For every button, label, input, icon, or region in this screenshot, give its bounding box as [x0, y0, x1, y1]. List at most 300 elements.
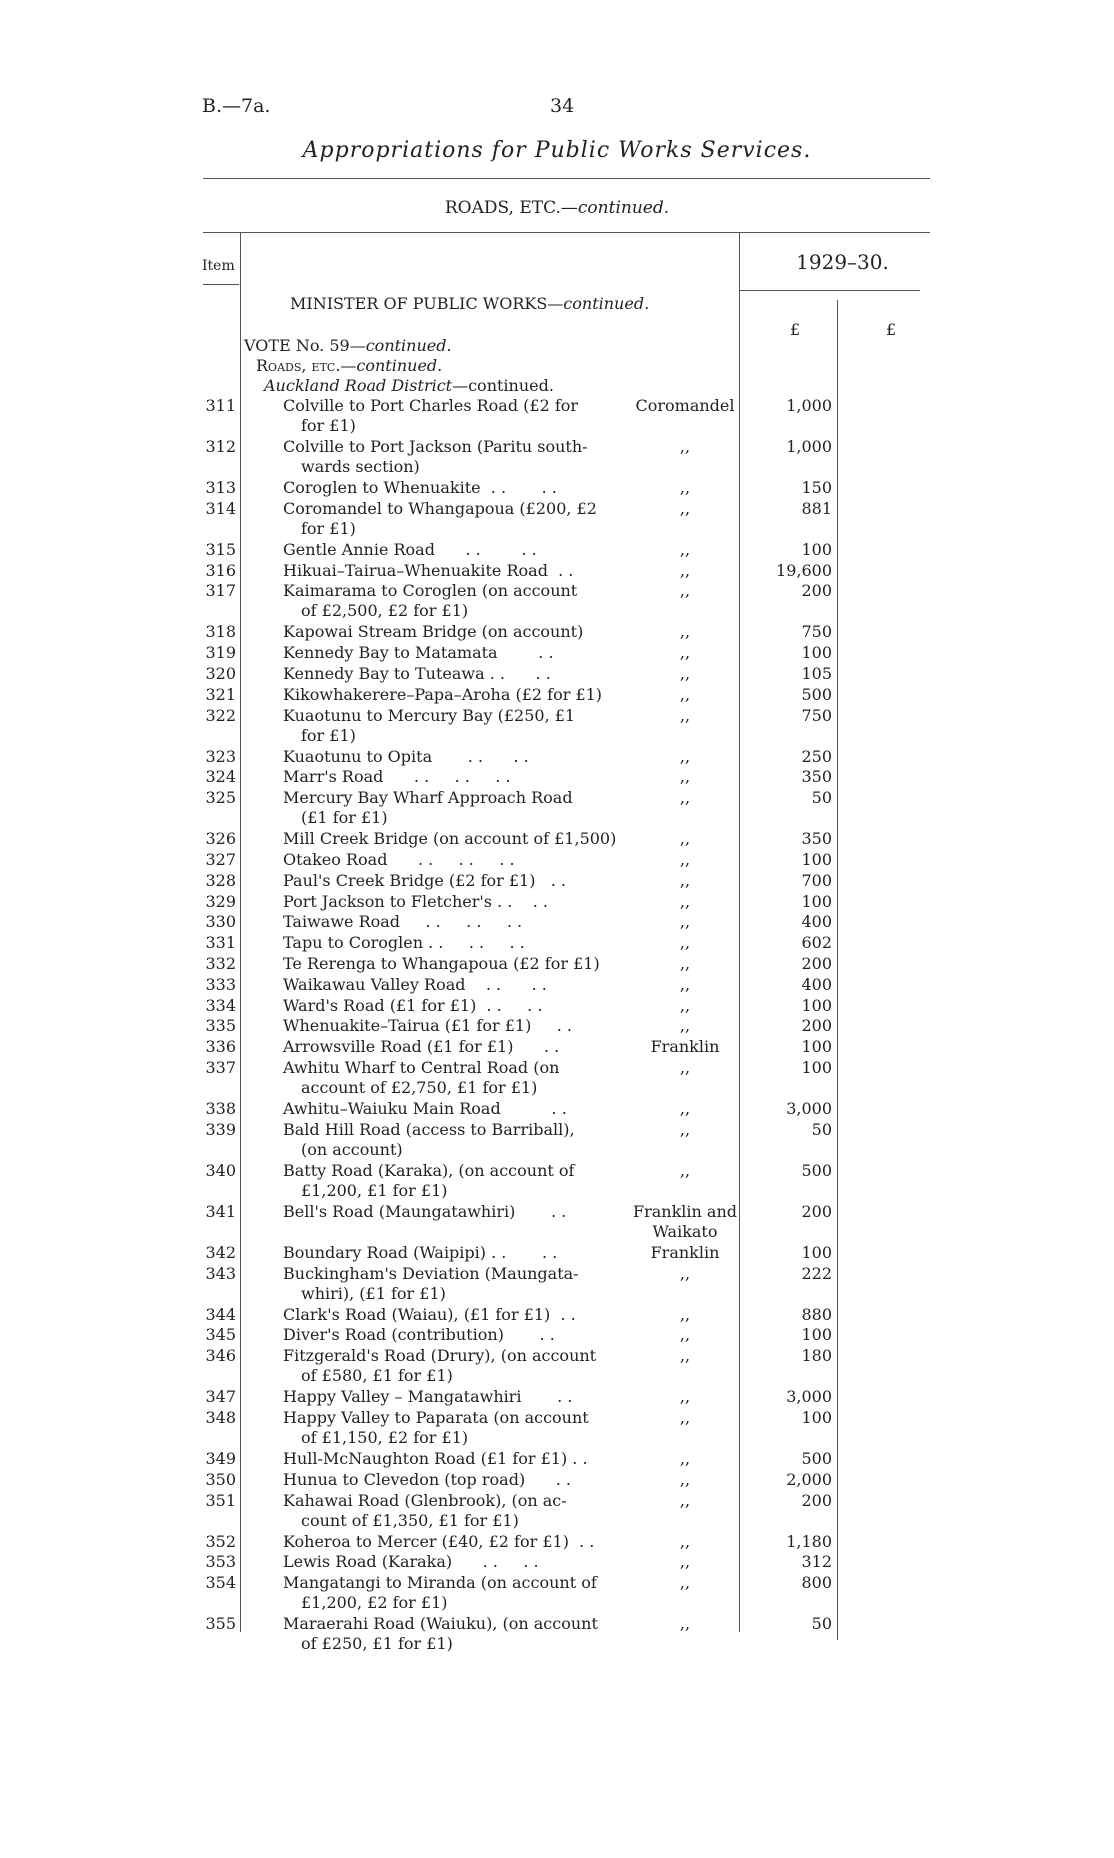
- amount: 200: [801, 1491, 832, 1510]
- item-description: [283, 1552, 603, 1572]
- vote-suffix: —continued.: [349, 336, 452, 355]
- doc-reference: B.—7a.: [202, 95, 271, 117]
- district-line-1: ,,: [679, 1099, 691, 1118]
- description-line-1: Batty Road (Karaka), (on account of: [283, 1161, 575, 1180]
- item-description: [283, 871, 603, 891]
- amount: 750: [801, 622, 832, 641]
- amount: 100: [801, 892, 832, 911]
- electoral-district: [615, 706, 755, 726]
- item-column-header: Item: [202, 258, 235, 274]
- description-line-1: Kennedy Bay to Matamata . .: [283, 643, 554, 662]
- amount: 100: [801, 1243, 832, 1262]
- minister-suffix: —continued.: [547, 294, 650, 313]
- electoral-district: [615, 1264, 755, 1284]
- description-line-1: Otakeo Road . . . . . .: [283, 850, 515, 869]
- district-line-1: ,,: [679, 643, 691, 662]
- year-header-rule: [740, 290, 920, 291]
- district-line-1: ,,: [679, 912, 691, 931]
- description-line-2: of £250, £1 for £1): [301, 1634, 453, 1653]
- district-line-1: ,,: [679, 1346, 691, 1365]
- item-description: [283, 1243, 603, 1263]
- item-number: 347: [205, 1387, 236, 1406]
- item-description: [283, 1470, 603, 1490]
- item-description: [283, 996, 603, 1016]
- amount: 100: [801, 1408, 832, 1427]
- description-line-1: Arrowsville Road (£1 for £1) . .: [283, 1037, 560, 1056]
- electoral-district: [615, 581, 755, 601]
- section-suffix: —continued.: [560, 198, 670, 218]
- description-line-2: £1,200, £2 for £1): [301, 1593, 448, 1612]
- description-line-2: for £1): [301, 519, 356, 538]
- item-number: 345: [205, 1325, 236, 1344]
- electoral-district: [615, 396, 755, 416]
- description-line-1: Awhitu Wharf to Central Road (on: [283, 1058, 560, 1077]
- description-line-1: Whenuakite–Tairua (£1 for £1) . .: [283, 1016, 573, 1035]
- description-line-1: Colville to Port Charles Road (£2 for: [283, 396, 579, 415]
- item-description: [283, 1037, 603, 1057]
- description-line-1: Te Rerenga to Whangapoua (£2 for £1): [283, 954, 600, 973]
- amount: 1,000: [786, 396, 832, 415]
- title-divider: [203, 178, 930, 179]
- description-line-1: Coromandel to Whangapoua (£200, £2: [283, 499, 597, 518]
- amount: 350: [801, 829, 832, 848]
- electoral-district: [615, 1532, 755, 1552]
- electoral-district: [615, 996, 755, 1016]
- amount: 200: [801, 1202, 832, 1221]
- description-line-1: Buckingham's Deviation (Maungata-: [283, 1264, 579, 1283]
- district-line-1: ,,: [679, 706, 691, 725]
- district-line-1: Coromandel: [635, 396, 735, 415]
- item-number: 323: [205, 747, 236, 766]
- item-number: 324: [205, 767, 236, 786]
- description-line-1: Happy Valley to Paparata (on account: [283, 1408, 589, 1427]
- district-name: Auckland Road District: [264, 376, 453, 395]
- amount-column-rule: [837, 300, 838, 1640]
- item-number: 332: [205, 954, 236, 973]
- item-column-rule: [240, 232, 241, 1632]
- description-line-1: Happy Valley – Mangatawhiri . .: [283, 1387, 573, 1406]
- amount: 750: [801, 706, 832, 725]
- item-number: 325: [205, 788, 236, 807]
- district-line-1: ,,: [679, 954, 691, 973]
- item-description: [283, 643, 603, 663]
- electoral-district: [615, 1099, 755, 1119]
- district-line-1: Franklin: [650, 1037, 720, 1056]
- electoral-district: [615, 499, 755, 519]
- electoral-district: [615, 1325, 755, 1345]
- district-line-1: ,,: [679, 1552, 691, 1571]
- amount: 3,000: [786, 1099, 832, 1118]
- electoral-district: [615, 871, 755, 891]
- district-line-1: ,,: [679, 1016, 691, 1035]
- item-number: 342: [205, 1243, 236, 1262]
- currency-symbol-1: £: [790, 320, 801, 339]
- electoral-district: [615, 788, 755, 808]
- description-line-1: Lewis Road (Karaka) . . . .: [283, 1552, 539, 1571]
- electoral-district: [615, 892, 755, 912]
- description-line-2: of £580, £1 for £1): [301, 1366, 453, 1385]
- item-description: [283, 664, 603, 684]
- district-line-1: ,,: [679, 561, 691, 580]
- item-description: [283, 396, 603, 436]
- item-number: 350: [205, 1470, 236, 1489]
- item-number: 330: [205, 912, 236, 931]
- description-line-1: Bell's Road (Maungatawhiri) . .: [283, 1202, 567, 1221]
- district-line-1: ,,: [679, 1387, 691, 1406]
- amount: 500: [801, 1161, 832, 1180]
- description-line-2: £1,200, £1 for £1): [301, 1181, 448, 1200]
- item-number: 321: [205, 685, 236, 704]
- item-description: [283, 767, 603, 787]
- description-line-1: Waikawau Valley Road . . . .: [283, 975, 547, 994]
- item-description: [283, 1573, 603, 1613]
- item-number: 331: [205, 933, 236, 952]
- district-line-1: ,,: [679, 933, 691, 952]
- item-number: 351: [205, 1491, 236, 1510]
- electoral-district: [615, 643, 755, 663]
- district-suffix: —continued.: [452, 376, 554, 395]
- item-description: [283, 1408, 603, 1448]
- amount: 50: [811, 788, 832, 807]
- table-top-rule: [203, 232, 930, 233]
- electoral-district: [615, 1573, 755, 1593]
- district-line-1: ,,: [679, 685, 691, 704]
- description-line-1: Kahawai Road (Glenbrook), (on ac-: [283, 1491, 567, 1510]
- item-number: 355: [205, 1614, 236, 1633]
- item-description: [283, 954, 603, 974]
- electoral-district: [615, 1449, 755, 1469]
- district-line-1: Franklin: [650, 1243, 720, 1262]
- district-line-1: ,,: [679, 1120, 691, 1139]
- description-line-1: Marr's Road . . . . . .: [283, 767, 511, 786]
- electoral-district: [615, 912, 755, 932]
- district-line-1: ,,: [679, 622, 691, 641]
- item-number: 315: [205, 540, 236, 559]
- description-line-1: Mercury Bay Wharf Approach Road: [283, 788, 573, 807]
- amount: 150: [801, 478, 832, 497]
- description-line-1: Kikowhakerere–Papa–Aroha (£2 for £1): [283, 685, 603, 704]
- electoral-district: [615, 1470, 755, 1490]
- item-number: 320: [205, 664, 236, 683]
- item-description: [283, 1449, 603, 1469]
- description-line-1: Ward's Road (£1 for £1) . . . .: [283, 996, 543, 1015]
- item-description: [283, 1120, 603, 1160]
- electoral-district: [615, 1387, 755, 1407]
- item-description: [283, 437, 603, 477]
- district-line-1: ,,: [679, 1305, 691, 1324]
- amount: 602: [801, 933, 832, 952]
- item-number: 317: [205, 581, 236, 600]
- electoral-district: [615, 933, 755, 953]
- description-line-1: Awhitu–Waiuku Main Road . .: [283, 1099, 567, 1118]
- item-number: 348: [205, 1408, 236, 1427]
- description-line-1: Coroglen to Whenuakite . . . .: [283, 478, 557, 497]
- roads-name: Roads, etc.: [256, 356, 341, 375]
- description-line-1: Kuaotunu to Mercury Bay (£250, £1: [283, 706, 576, 725]
- item-description: [283, 561, 603, 581]
- district-line-1: ,,: [679, 1614, 691, 1633]
- minister-name: MINISTER OF PUBLIC WORKS: [290, 294, 548, 313]
- electoral-district: [615, 1552, 755, 1572]
- description-line-1: Bald Hill Road (access to Barriball),: [283, 1120, 575, 1139]
- district-line-1: Franklin and: [633, 1202, 737, 1221]
- description-line-1: Hull-McNaughton Road (£1 for £1) . .: [283, 1449, 588, 1468]
- item-description: [283, 975, 603, 995]
- year-header: 1929–30.: [796, 250, 889, 274]
- description-line-1: Kaimarama to Coroglen (on account: [283, 581, 578, 600]
- electoral-district: [615, 561, 755, 581]
- item-number: 337: [205, 1058, 236, 1077]
- item-number: 349: [205, 1449, 236, 1468]
- roads-suffix: —continued.: [340, 356, 443, 375]
- description-line-1: Hikuai–Tairua–Whenuakite Road . .: [283, 561, 574, 580]
- item-description: [283, 1305, 603, 1325]
- district-line-1: ,,: [679, 437, 691, 456]
- amount: 180: [801, 1346, 832, 1365]
- item-description: [283, 1161, 603, 1201]
- electoral-district: [615, 1037, 755, 1057]
- description-line-2: account of £2,750, £1 for £1): [301, 1078, 538, 1097]
- description-line-1: Tapu to Coroglen . . . . . .: [283, 933, 525, 952]
- district-line-1: ,,: [679, 1491, 691, 1510]
- electoral-district: [615, 850, 755, 870]
- amount: 2,000: [786, 1470, 832, 1489]
- electoral-district: [615, 664, 755, 684]
- item-number: 340: [205, 1161, 236, 1180]
- electoral-district: [615, 954, 755, 974]
- district-line-1: ,,: [679, 1264, 691, 1283]
- item-number: 329: [205, 892, 236, 911]
- district-line-1: ,,: [679, 871, 691, 890]
- amount: 19,600: [776, 561, 832, 580]
- amount: 222: [801, 1264, 832, 1283]
- item-description: [283, 829, 617, 849]
- item-description: [283, 892, 603, 912]
- district-line-2: Waikato: [652, 1222, 718, 1241]
- minister-heading: [290, 294, 649, 314]
- item-description: [283, 1387, 603, 1407]
- page-number: 34: [550, 95, 575, 117]
- section-name: ROADS, ETC.: [444, 198, 561, 218]
- description-line-2: whiri), (£1 for £1): [301, 1284, 446, 1303]
- amount: 400: [801, 912, 832, 931]
- currency-symbol-2: £: [886, 320, 897, 339]
- description-line-1: Maraerahi Road (Waiuku), (on account: [283, 1614, 598, 1633]
- description-line-1: Gentle Annie Road . . . .: [283, 540, 537, 559]
- description-line-1: Colville to Port Jackson (Paritu south-: [283, 437, 588, 456]
- item-description: [283, 1346, 603, 1386]
- item-description: [283, 1099, 603, 1119]
- section-heading: [0, 198, 1114, 218]
- item-description: [283, 1325, 603, 1345]
- description-line-1: Taiwawe Road . . . . . .: [283, 912, 523, 931]
- description-line-1: Kennedy Bay to Tuteawa . . . .: [283, 664, 551, 683]
- item-description: [283, 478, 603, 498]
- description-line-1: Diver's Road (contribution) . .: [283, 1325, 555, 1344]
- description-line-1: Clark's Road (Waiau), (£1 for £1) . .: [283, 1305, 576, 1324]
- electoral-district: [615, 1243, 755, 1263]
- item-description: [283, 1491, 603, 1531]
- district-line-1: ,,: [679, 975, 691, 994]
- description-line-1: Port Jackson to Fletcher's . . . .: [283, 892, 548, 911]
- item-number: 312: [205, 437, 236, 456]
- amount: 100: [801, 1037, 832, 1056]
- district-line-1: ,,: [679, 829, 691, 848]
- description-line-1: Paul's Creek Bridge (£2 for £1) . .: [283, 871, 566, 890]
- item-description: [283, 850, 603, 870]
- district-line-1: ,,: [679, 478, 691, 497]
- item-description: [283, 540, 603, 560]
- description-line-2: wards section): [301, 457, 420, 476]
- amount: 500: [801, 1449, 832, 1468]
- item-description: [283, 685, 603, 705]
- description-line-1: Kapowai Stream Bridge (on account): [283, 622, 584, 641]
- vote-heading: [244, 336, 452, 356]
- amount: 100: [801, 850, 832, 869]
- item-number: 344: [205, 1305, 236, 1324]
- vote-name: VOTE No. 59: [244, 336, 350, 355]
- item-number: 343: [205, 1264, 236, 1283]
- electoral-district: [615, 1408, 755, 1428]
- item-number: 352: [205, 1532, 236, 1551]
- district-line-1: ,,: [679, 1532, 691, 1551]
- electoral-district: [615, 975, 755, 995]
- item-number: 353: [205, 1552, 236, 1571]
- item-description: [283, 1614, 603, 1654]
- description-line-1: Mill Creek Bridge (on account of £1,500): [283, 829, 617, 848]
- electoral-district: [615, 829, 755, 849]
- description-line-1: Kuaotunu to Opita . . . .: [283, 747, 529, 766]
- item-number: 318: [205, 622, 236, 641]
- description-line-2: count of £1,350, £1 for £1): [301, 1511, 519, 1530]
- amount: 700: [801, 871, 832, 890]
- amount: 312: [801, 1552, 832, 1571]
- district-line-1: ,,: [679, 1325, 691, 1344]
- item-number: 334: [205, 996, 236, 1015]
- amount: 100: [801, 1325, 832, 1344]
- item-number: 339: [205, 1120, 236, 1139]
- amount: 3,000: [786, 1387, 832, 1406]
- electoral-district: [615, 478, 755, 498]
- description-line-2: for £1): [301, 726, 356, 745]
- amount: 800: [801, 1573, 832, 1592]
- amount: 350: [801, 767, 832, 786]
- amount: 250: [801, 747, 832, 766]
- amount: 1,000: [786, 437, 832, 456]
- amount: 100: [801, 643, 832, 662]
- item-number: 346: [205, 1346, 236, 1365]
- district-line-1: ,,: [679, 1470, 691, 1489]
- description-line-1: Mangatangi to Miranda (on account of: [283, 1573, 597, 1592]
- item-number: 354: [205, 1573, 236, 1592]
- district-line-1: ,,: [679, 850, 691, 869]
- item-description: [283, 1532, 603, 1552]
- district-line-1: ,,: [679, 499, 691, 518]
- item-description: [283, 933, 603, 953]
- item-number: 341: [205, 1202, 236, 1221]
- item-number: 313: [205, 478, 236, 497]
- item-description: [283, 622, 603, 642]
- district-line-1: ,,: [679, 1161, 691, 1180]
- item-header-rule: [203, 284, 239, 285]
- electoral-district: [615, 1305, 755, 1325]
- district-line-1: ,,: [679, 540, 691, 559]
- amount: 880: [801, 1305, 832, 1324]
- electoral-district: [615, 437, 755, 457]
- electoral-district: [615, 1202, 755, 1242]
- description-line-2: of £1,150, £2 for £1): [301, 1428, 469, 1447]
- description-line-1: Koheroa to Mercer (£40, £2 for £1) . .: [283, 1532, 595, 1551]
- page-title: Appropriations for Public Works Services.: [302, 138, 812, 163]
- amount: 200: [801, 1016, 832, 1035]
- electoral-district: [615, 1120, 755, 1140]
- district-line-1: ,,: [679, 1408, 691, 1427]
- item-number: 328: [205, 871, 236, 890]
- item-description: [283, 747, 603, 767]
- amount: 100: [801, 1058, 832, 1077]
- description-line-1: Hunua to Clevedon (top road) . .: [283, 1470, 571, 1489]
- electoral-district: [615, 1161, 755, 1181]
- district-line-1: ,,: [679, 788, 691, 807]
- amount: 50: [811, 1120, 832, 1139]
- district-line-1: ,,: [679, 996, 691, 1015]
- amount: 881: [801, 499, 832, 518]
- item-number: 322: [205, 706, 236, 725]
- district-line-1: ,,: [679, 664, 691, 683]
- electoral-district: [615, 540, 755, 560]
- district-heading: [264, 376, 554, 396]
- district-line-1: ,,: [679, 1573, 691, 1592]
- district-line-1: ,,: [679, 1058, 691, 1077]
- item-description: [283, 499, 603, 539]
- district-line-1: ,,: [679, 581, 691, 600]
- amount: 105: [801, 664, 832, 683]
- item-number: 333: [205, 975, 236, 994]
- item-number: 327: [205, 850, 236, 869]
- description-line-2: (£1 for £1): [301, 808, 388, 827]
- amount: 200: [801, 581, 832, 600]
- item-number: 319: [205, 643, 236, 662]
- amount: 50: [811, 1614, 832, 1633]
- item-number: 335: [205, 1016, 236, 1035]
- item-description: [283, 581, 603, 621]
- description-line-2: (on account): [301, 1140, 403, 1159]
- item-description: [283, 706, 603, 746]
- description-line-2: for £1): [301, 416, 356, 435]
- district-line-1: ,,: [679, 1449, 691, 1468]
- description-line-1: Fitzgerald's Road (Drury), (on account: [283, 1346, 597, 1365]
- amount: 1,180: [786, 1532, 832, 1551]
- roads-heading: [256, 356, 442, 376]
- electoral-district: [615, 1016, 755, 1036]
- item-number: 338: [205, 1099, 236, 1118]
- district-line-1: ,,: [679, 767, 691, 786]
- item-description: [283, 1058, 603, 1098]
- electoral-district: [615, 1491, 755, 1511]
- district-line-1: ,,: [679, 892, 691, 911]
- item-number: 326: [205, 829, 236, 848]
- electoral-district: [615, 1614, 755, 1634]
- description-line-2: of £2,500, £2 for £1): [301, 601, 469, 620]
- item-number: 316: [205, 561, 236, 580]
- item-description: [283, 1016, 603, 1036]
- amount: 200: [801, 954, 832, 973]
- item-description: [283, 1202, 603, 1222]
- amount: 100: [801, 540, 832, 559]
- amount: 500: [801, 685, 832, 704]
- item-description: [283, 912, 603, 932]
- electoral-district: [615, 767, 755, 787]
